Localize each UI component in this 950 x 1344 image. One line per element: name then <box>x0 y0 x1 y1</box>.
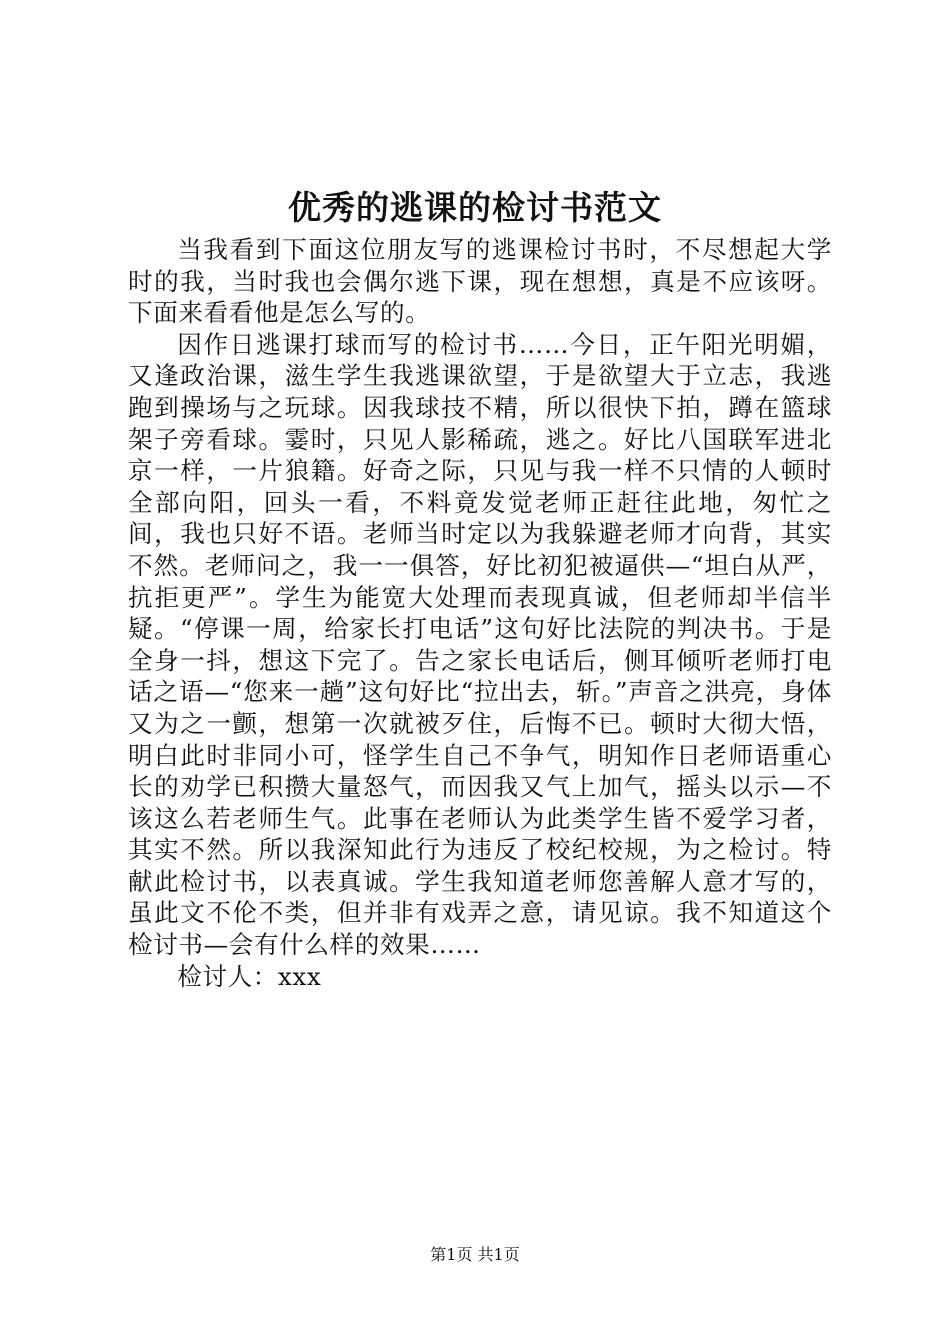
document-body <box>128 234 832 992</box>
document-title: 优秀的逃课的检讨书范文 <box>288 188 662 227</box>
paragraph-main: 因作日逃课打球而写的检讨书……今日，正午阳光明媚，又逢政治课，滋生学生我逃课欲望，于是欲望大于立志，我逃跑到操场与之玩球。因我球技不精，所以很快下拍，蹲在篮球架子旁看球。霎时，只见人影稀疏，逃之。好比八国联军进北京一样，一片狼籍。好奇之际，只见与我一样不只情的人顿时全部向阳，回头一看，不料竟发觉老师正赶往此地，匆忙之间，我也只好不语。老师当时定以为我躲避老师才向背，其实不然。老师问之，我一一俱答，好比初犯被逼供—“坦白从严，抗拒更严”。学生为能宽大处理而表现真诚，但老师却半信半疑。“停课一周，给家长打电话”这句好比法院的判决书。于是全身一抖，想这下完了。告之家长电话后，侧耳倾听老师打电话之语—“您来一趟”这句好比“拉出去，斩。”声音之洪亮，身体又为之一颤，想第一次就被歹住，后悔不已。顿时大彻大悟，明白此时非同小可，怪学生自己不争气，明知作日老师语重心长的劝学已积攒大量怒气，而因我又气上加气，摇头以示—不该这么若老师生气。此事在老师认为此类学生皆不爱学习者，其实不然。所以我深知此行为违反了校纪校规，为之检讨。特献此检讨书，以表真诚。学生我知道老师您善解人意才写的，虽此文不伦不类，但并非有戏弄之意，请见谅。我不知道这个检讨书—会有什么样的效果…… <box>128 329 832 960</box>
signature-line: 检讨人：xxx <box>177 961 322 991</box>
paragraph-intro: 当我看到下面这位朋友写的逃课检讨书时，不尽想起大学时的我，当时我也会偶尔逃下课，现在想想，真是不应该呀。下面来看看他是怎么写的。 <box>128 235 832 328</box>
page-footer: 第1页 共1页 <box>430 1245 520 1264</box>
